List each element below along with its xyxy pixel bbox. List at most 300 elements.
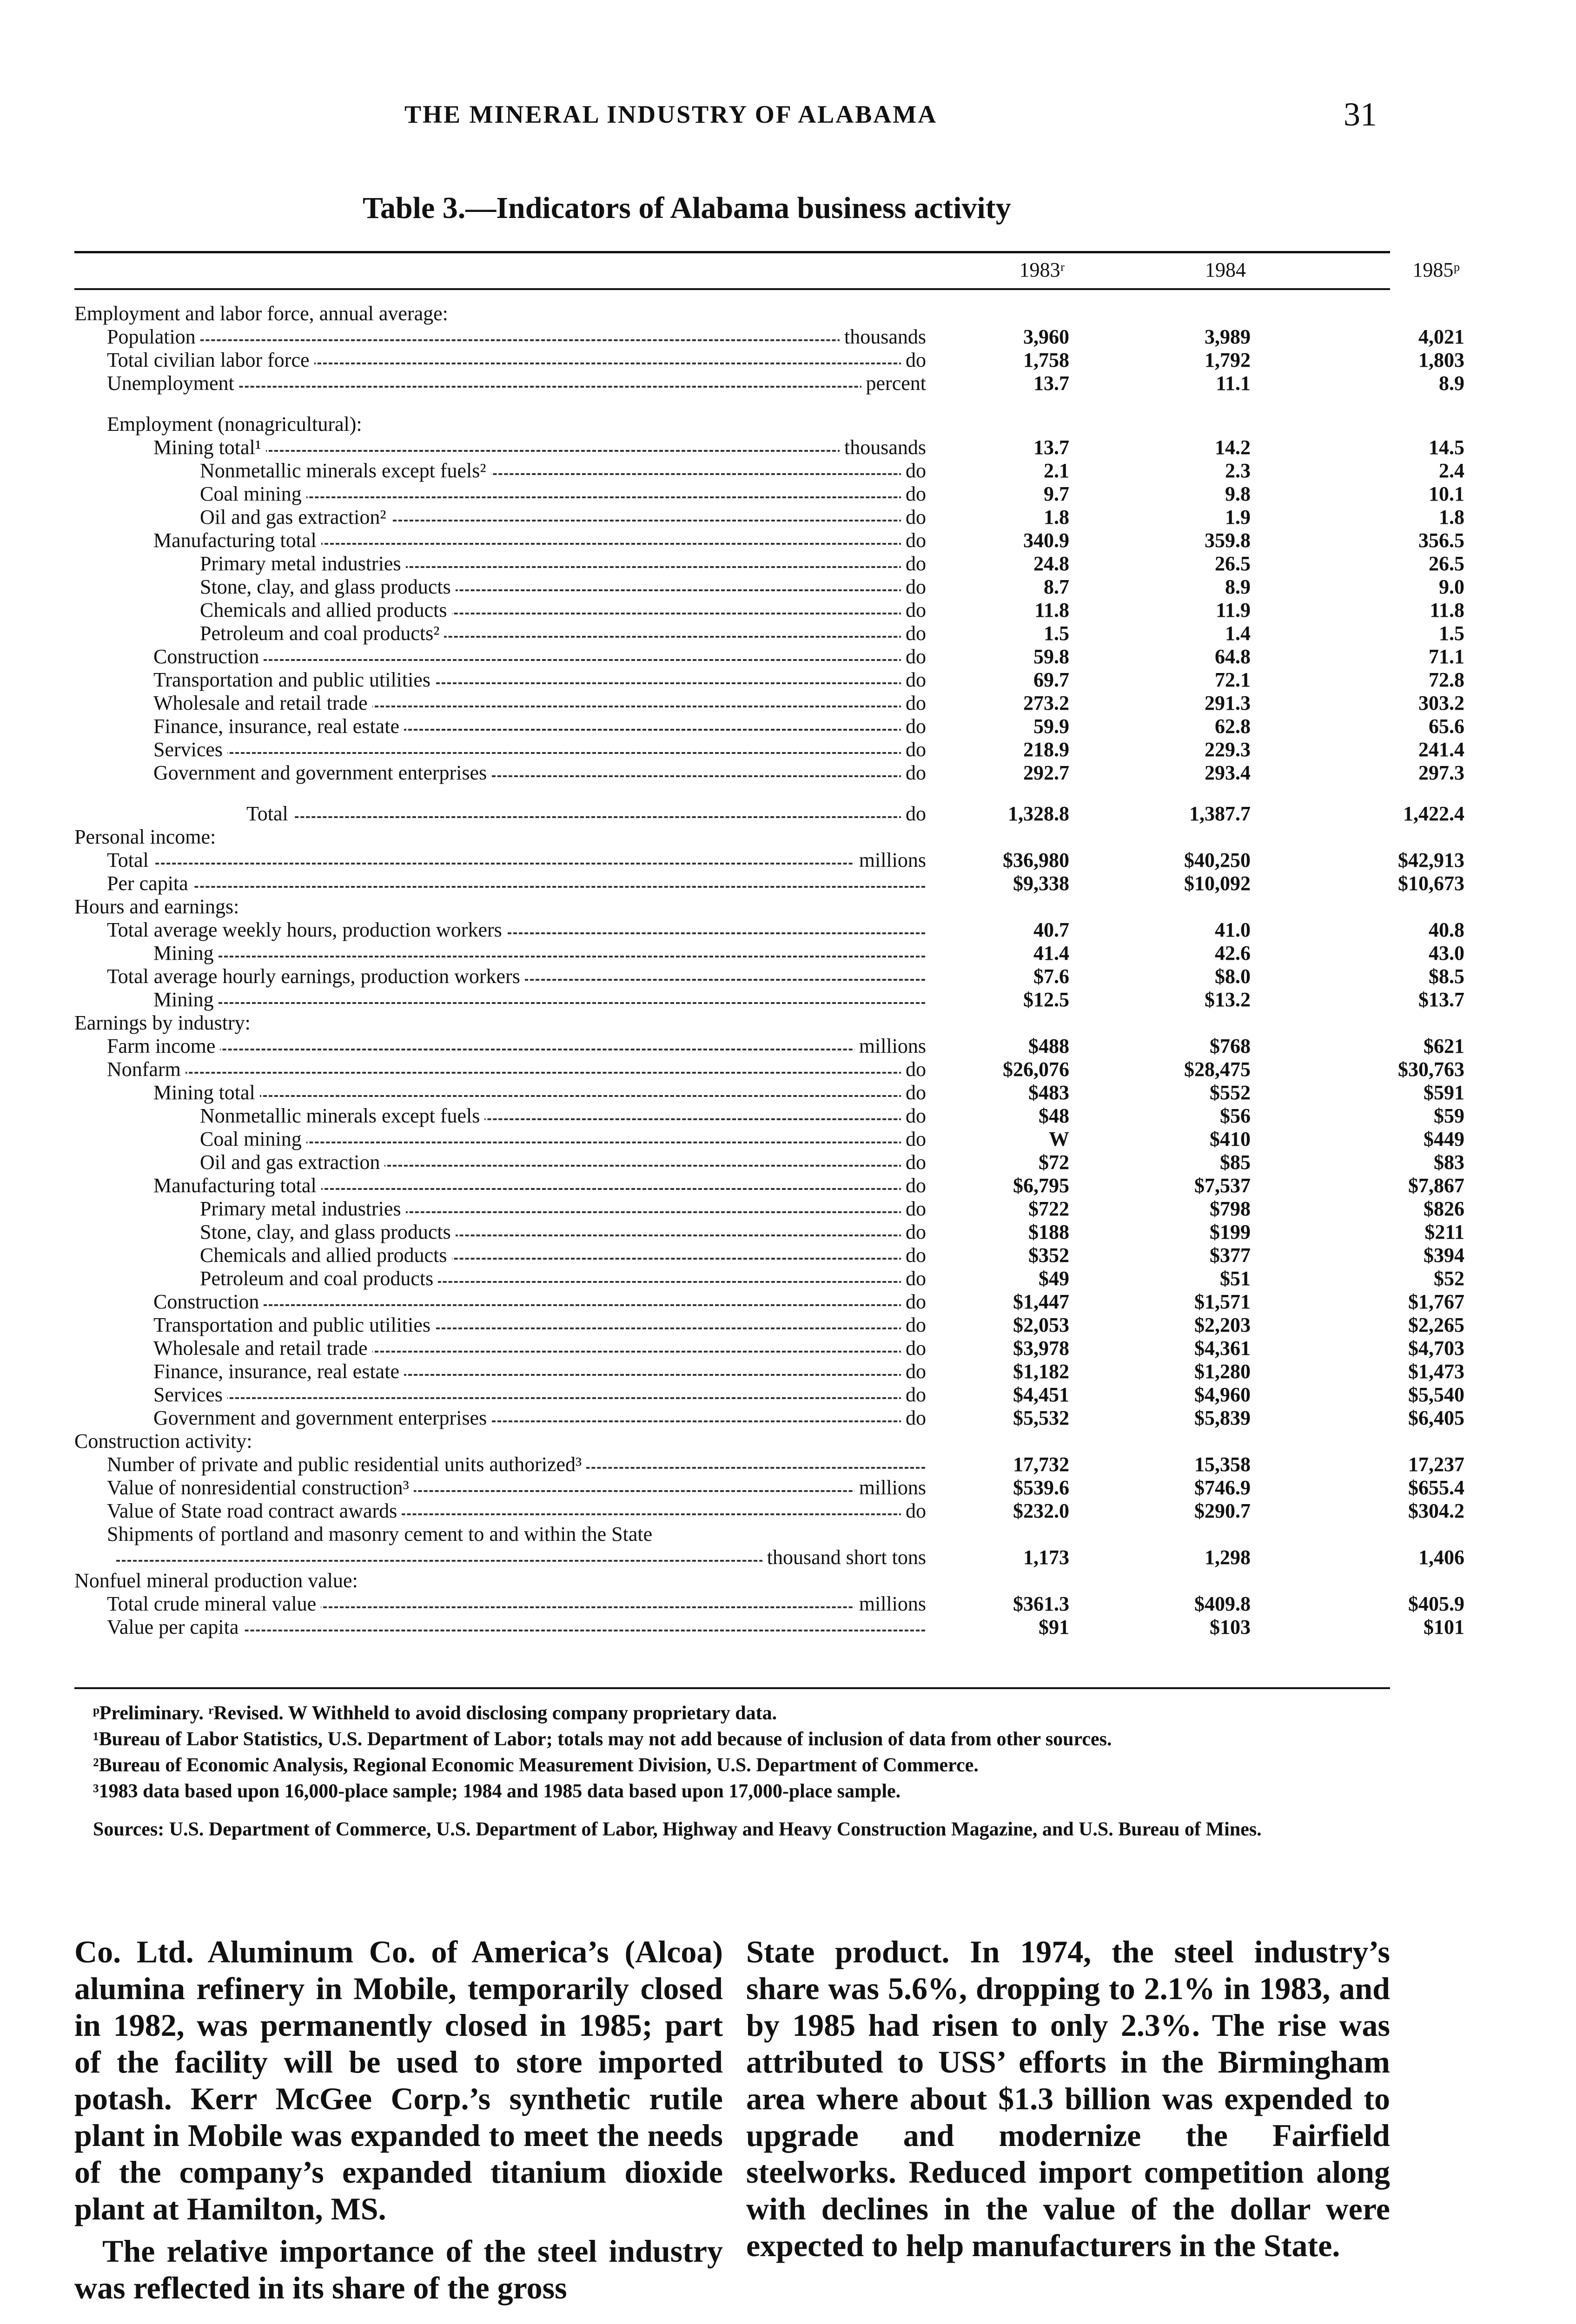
cell-1985: 9.0 xyxy=(1439,575,1464,598)
row-unit: thousands xyxy=(840,325,930,349)
cell-1984: 62.8 xyxy=(1215,715,1251,738)
cell-1983: $361.3 xyxy=(1013,1592,1069,1615)
cell-1984: $5,839 xyxy=(1194,1406,1251,1429)
row-unit: millions xyxy=(854,1592,930,1616)
table-row xyxy=(74,715,1464,738)
row-label: Total crude mineral value xyxy=(107,1592,321,1616)
row-unit: do xyxy=(901,668,930,692)
cell-1983: $72 xyxy=(1039,1151,1069,1174)
cell-1984: $1,280 xyxy=(1194,1360,1251,1383)
cell-1983: $2,053 xyxy=(1013,1314,1069,1336)
dot-leader xyxy=(163,1397,925,1399)
cell-1985: 72.8 xyxy=(1429,668,1464,691)
cell-1984: 41.0 xyxy=(1215,918,1251,941)
table-title: Table 3.—Indicators of Alabama business activity xyxy=(363,191,1011,225)
table-row xyxy=(74,645,1464,668)
row-label: Total average weekly hours, production workers xyxy=(107,918,507,942)
cell-1983: $12.5 xyxy=(1023,988,1069,1011)
table-row xyxy=(74,988,1464,1011)
table-row xyxy=(74,738,1464,761)
table-row xyxy=(74,1174,1464,1197)
cell-1983: $3,978 xyxy=(1013,1337,1069,1360)
cell-1984: 11.1 xyxy=(1216,372,1251,395)
row-label: Construction activity: xyxy=(74,1430,257,1453)
cell-1983: 8.7 xyxy=(1044,575,1069,598)
table-row xyxy=(74,1267,1464,1290)
table-row xyxy=(74,761,1464,785)
cell-1983: 273.2 xyxy=(1023,692,1069,714)
cell-1983: 40.7 xyxy=(1033,918,1069,941)
cell-1984: $13.2 xyxy=(1205,988,1251,1011)
table-row xyxy=(74,1058,1464,1081)
row-label: Transportation and public utilities xyxy=(153,1314,435,1337)
row-unit: do xyxy=(901,1383,930,1406)
row-label: Nonfarm xyxy=(107,1058,185,1081)
cell-1983: 1,328.8 xyxy=(1008,802,1069,825)
cell-1984: 359.8 xyxy=(1205,529,1251,552)
row-label: Oil and gas extraction xyxy=(200,1151,384,1174)
cell-1983: 1,758 xyxy=(1023,349,1069,371)
cell-1983: $4,451 xyxy=(1013,1383,1069,1406)
cell-1983: 218.9 xyxy=(1023,738,1069,761)
cell-1984: 8.9 xyxy=(1225,575,1251,598)
table-row xyxy=(74,1383,1464,1406)
cell-1984: 293.4 xyxy=(1205,761,1251,784)
cell-1984: 291.3 xyxy=(1205,692,1251,714)
row-unit: millions xyxy=(854,1476,930,1499)
row-unit: do xyxy=(901,645,930,668)
dot-leader xyxy=(256,816,925,818)
cell-1983: $26,076 xyxy=(1003,1058,1069,1081)
cell-1985: 1.5 xyxy=(1439,622,1464,645)
cell-1985: 1.8 xyxy=(1439,506,1464,528)
table-row xyxy=(74,1314,1464,1337)
row-unit: do xyxy=(901,1174,930,1197)
row-unit: do xyxy=(901,552,930,575)
row-unit: do xyxy=(901,599,930,622)
row-label: Coal mining xyxy=(200,1128,306,1151)
cell-1984: 9.8 xyxy=(1225,482,1251,505)
row-label: Manufacturing total xyxy=(153,529,321,552)
row-unit: do xyxy=(901,1337,930,1360)
row-unit: do xyxy=(901,1499,930,1523)
cell-1984: $56 xyxy=(1220,1104,1251,1127)
cell-1983: $722 xyxy=(1028,1197,1069,1220)
table-row xyxy=(74,1592,1464,1616)
row-unit: do xyxy=(901,738,930,761)
row-unit: do xyxy=(901,1267,930,1290)
row-label: Employment and labor force, annual average: xyxy=(74,302,453,325)
dot-leader xyxy=(163,1095,925,1097)
table-top-rule xyxy=(74,251,1390,253)
table-row xyxy=(74,1244,1464,1267)
cell-1983: 11.8 xyxy=(1034,599,1069,621)
row-label: Chemicals and allied products xyxy=(200,1244,452,1267)
cell-1985: 241.4 xyxy=(1418,738,1464,761)
cell-1984: $4,960 xyxy=(1194,1383,1251,1406)
table-row xyxy=(74,325,1464,349)
cell-1984: 1,298 xyxy=(1205,1546,1251,1569)
column-header-1984: 1984 xyxy=(1205,258,1246,281)
footnote-3: ³1983 data based upon 16,000-place sample; 1984 and 1985 data based upon 17,000-place sample. xyxy=(93,1781,901,1802)
column-header-1985: 1985ᵖ xyxy=(1412,258,1460,281)
table-row xyxy=(74,1151,1464,1174)
dot-leader xyxy=(163,956,925,957)
dot-leader xyxy=(116,339,925,341)
table-row xyxy=(74,1360,1464,1383)
table-row xyxy=(74,1337,1464,1360)
cell-1985: $621 xyxy=(1424,1035,1464,1057)
cell-1984: $28,475 xyxy=(1184,1058,1251,1081)
cell-1983: 41.4 xyxy=(1033,942,1069,964)
indicators-table xyxy=(74,302,1464,1639)
cell-1985: 10.1 xyxy=(1429,482,1464,505)
cell-1985: $4,703 xyxy=(1408,1337,1464,1360)
row-label: Government and government enterprises xyxy=(153,1406,491,1430)
cell-1984: $1,571 xyxy=(1194,1290,1251,1313)
cell-1985: $6,405 xyxy=(1408,1406,1464,1429)
cell-1984: $8.0 xyxy=(1215,965,1251,988)
row-unit: do xyxy=(901,761,930,785)
cell-1985: 8.9 xyxy=(1439,372,1464,395)
cell-1984: $377 xyxy=(1210,1244,1251,1267)
cell-1985: $7,867 xyxy=(1408,1174,1464,1197)
cell-1985: $394 xyxy=(1424,1244,1464,1267)
row-label: Unemployment xyxy=(107,372,239,395)
cell-1985: $405.9 xyxy=(1408,1592,1464,1615)
row-unit: do xyxy=(901,349,930,372)
dot-leader xyxy=(116,863,925,865)
row-unit: do xyxy=(901,1290,930,1314)
dot-leader xyxy=(163,450,925,452)
dot-leader xyxy=(116,1049,925,1050)
row-label: Per capita xyxy=(107,872,193,895)
table-row xyxy=(74,1104,1464,1128)
dot-leader xyxy=(163,659,925,661)
cell-1985: $83 xyxy=(1434,1151,1464,1174)
row-unit: do xyxy=(901,1244,930,1267)
page-number: 31 xyxy=(1344,96,1377,133)
table-row xyxy=(74,1128,1464,1151)
footnote-sources: Sources: U.S. Department of Commerce, U.S. Department of Labor, Highway and Heavy Construction Magazine, and U.S. Bureau of Mines. xyxy=(93,1819,1262,1840)
table-footnotes xyxy=(74,1701,1390,1843)
table-row xyxy=(74,622,1464,645)
cell-1984: 229.3 xyxy=(1205,738,1251,761)
table-row xyxy=(74,1081,1464,1104)
cell-1983: 13.7 xyxy=(1033,372,1069,395)
row-label: Construction xyxy=(153,1290,264,1314)
body-column-right xyxy=(746,1934,1390,2264)
row-label: Finance, insurance, real estate xyxy=(153,715,404,738)
running-title: THE MINERAL INDUSTRY OF ALABAMA xyxy=(404,100,938,128)
body-column-left xyxy=(74,1934,723,2306)
row-unit: do xyxy=(901,1197,930,1221)
row-unit: do xyxy=(901,1128,930,1151)
dot-leader xyxy=(209,1142,925,1143)
row-label: Value of nonresidential construction³ xyxy=(107,1476,414,1499)
table-row xyxy=(74,965,1464,988)
row-label: Stone, clay, and glass products xyxy=(200,575,456,599)
footnote-1: ¹Bureau of Labor Statistics, U.S. Department of Labor; totals may not add because of inclusion of data from other sources. xyxy=(93,1729,1112,1750)
table-row xyxy=(74,436,1464,459)
row-label: Farm income xyxy=(107,1035,220,1058)
cell-1983: 59.8 xyxy=(1033,645,1069,668)
cell-1984: $7,537 xyxy=(1194,1174,1251,1197)
cell-1984: 14.2 xyxy=(1215,436,1251,459)
cell-1984: $410 xyxy=(1210,1128,1251,1150)
cell-1984: 3,989 xyxy=(1205,325,1251,348)
cell-1985: 356.5 xyxy=(1418,529,1464,552)
row-unit: do xyxy=(901,1360,930,1383)
body-paragraph: State product. In 1974, the steel industry’s share was 5.6%, dropping to 2.1% in 1983, and by 1985 had risen to only 2.3%. The rise was attributed to USS’ efforts in the Birmingham area where about $1.3 billion was expended to upgrade and modernize the Fairfield steelworks. Reduced import competition along with declines in the value of the dollar were expected to help manufacturers in the State. xyxy=(746,1934,1390,2263)
cell-1985: $2,265 xyxy=(1408,1314,1464,1336)
cell-1985: 1,422.4 xyxy=(1403,802,1464,825)
dot-leader xyxy=(116,886,925,888)
cell-1984: $51 xyxy=(1220,1267,1251,1290)
row-label: Number of private and public residential units authorized³ xyxy=(107,1453,586,1476)
column-header-1983: 1983ʳ xyxy=(1019,258,1065,281)
cell-1985: $449 xyxy=(1424,1128,1464,1150)
table-row xyxy=(74,349,1464,372)
table-row xyxy=(74,1221,1464,1244)
cell-1983: $232.0 xyxy=(1013,1499,1069,1522)
cell-1984: 11.9 xyxy=(1216,599,1251,621)
footnote-legend: ᵖPreliminary. ʳRevised. W Withheld to avoid disclosing company proprietary data. xyxy=(93,1703,777,1724)
table-row xyxy=(74,506,1464,529)
table-row xyxy=(74,1569,1390,1592)
cell-1985: 40.8 xyxy=(1429,918,1464,941)
cell-1983: 3,960 xyxy=(1023,325,1069,348)
cell-1983: $352 xyxy=(1028,1244,1069,1267)
row-label: Nonmetallic minerals except fuels xyxy=(200,1104,484,1128)
row-label: Mining xyxy=(153,988,219,1011)
table-row xyxy=(74,413,1390,436)
cell-1983: $5,532 xyxy=(1013,1406,1069,1429)
table-row xyxy=(74,1499,1464,1523)
table-row xyxy=(74,1616,1464,1639)
table-row xyxy=(74,1546,1464,1569)
row-label: Wholesale and retail trade xyxy=(153,692,372,715)
row-unit: do xyxy=(901,1406,930,1430)
row-unit: percent xyxy=(861,372,930,395)
row-unit: do xyxy=(901,1314,930,1337)
row-unit: do xyxy=(901,715,930,738)
cell-1985: 71.1 xyxy=(1429,645,1464,668)
cell-1983: 69.7 xyxy=(1033,668,1069,691)
row-label: Primary metal industries xyxy=(200,1197,406,1221)
cell-1983: 1.5 xyxy=(1044,622,1069,645)
row-label: Nonfuel mineral production value: xyxy=(74,1569,363,1592)
body-paragraph: Co. Ltd. Aluminum Co. of America’s (Alcoa) alumina refinery in Mobile, temporarily closed in 1982, was permanently closed in 1985; part of the facility will be used to store imported potash. Kerr McGee Corp.’s synthetic rutile plant in Mobile was expanded to meet the needs of the company’s expanded titanium dioxide plant at Hamilton, MS. xyxy=(74,1934,723,2226)
footnote-2: ²Bureau of Economic Analysis, Regional Economic Measurement Division, U.S. Department of Commerce. xyxy=(93,1755,979,1776)
cell-1983: $483 xyxy=(1028,1081,1069,1104)
cell-1984: 64.8 xyxy=(1215,645,1251,668)
dot-leader xyxy=(209,496,925,498)
row-label: Hours and earnings: xyxy=(74,895,244,918)
row-label: Total average hourly earnings, production workers xyxy=(107,965,525,988)
table-row xyxy=(74,529,1464,552)
cell-1985: $304.2 xyxy=(1408,1499,1464,1522)
cell-1985: $101 xyxy=(1424,1616,1464,1638)
row-label: Coal mining xyxy=(200,482,306,506)
table-row xyxy=(74,918,1464,942)
page-header xyxy=(0,96,1576,137)
cell-1985: 1,803 xyxy=(1418,349,1464,371)
cell-1983: 13.7 xyxy=(1033,436,1069,459)
table-row xyxy=(74,459,1464,482)
table-row xyxy=(74,1290,1464,1314)
cell-1984: $103 xyxy=(1210,1616,1251,1638)
dot-leader xyxy=(163,1002,925,1004)
table-row xyxy=(74,1453,1464,1476)
row-label: Mining total xyxy=(153,1081,260,1104)
cell-1985: $52 xyxy=(1434,1267,1464,1290)
table-row xyxy=(74,802,1464,825)
cell-1984: $290.7 xyxy=(1194,1499,1251,1522)
table-row xyxy=(74,1523,1390,1546)
cell-1985: 11.8 xyxy=(1430,599,1464,621)
table-row xyxy=(74,482,1464,506)
cell-1985: $826 xyxy=(1424,1197,1464,1220)
table-row xyxy=(74,1406,1464,1430)
cell-1983: $1,182 xyxy=(1013,1360,1069,1383)
row-label: Primary metal industries xyxy=(200,552,406,575)
cell-1983: $7.6 xyxy=(1033,965,1069,988)
row-label: Services xyxy=(153,738,227,761)
cell-1983: $1,447 xyxy=(1013,1290,1069,1313)
row-unit: do xyxy=(901,1221,930,1244)
table-row xyxy=(74,1035,1464,1058)
cell-1985: 43.0 xyxy=(1429,942,1464,964)
table-header-rule xyxy=(74,288,1390,290)
table-row xyxy=(74,872,1464,895)
cell-1983: 292.7 xyxy=(1023,761,1069,784)
row-unit: do xyxy=(901,1151,930,1174)
row-label: Total xyxy=(246,802,293,825)
cell-1984: $409.8 xyxy=(1194,1592,1251,1615)
row-label: Government and government enterprises xyxy=(153,761,491,785)
cell-1983: 1,173 xyxy=(1023,1546,1069,1569)
row-label: Finance, insurance, real estate xyxy=(153,1360,404,1383)
table-row xyxy=(74,942,1464,965)
cell-1984: 26.5 xyxy=(1215,552,1251,575)
cell-1985: $655.4 xyxy=(1408,1476,1464,1499)
table-row xyxy=(74,302,1390,325)
row-unit: do xyxy=(901,506,930,529)
row-label: Personal income: xyxy=(74,825,220,849)
row-unit: do xyxy=(901,459,930,482)
cell-1983: 1.8 xyxy=(1044,506,1069,528)
dot-leader xyxy=(163,752,925,754)
cell-1983: 340.9 xyxy=(1023,529,1069,552)
cell-1984: $10,092 xyxy=(1184,872,1251,895)
cell-1985: $10,673 xyxy=(1398,872,1464,895)
table-row xyxy=(74,692,1464,715)
row-label: Value of State road contract awards xyxy=(107,1499,402,1523)
cell-1984: 72.1 xyxy=(1215,668,1251,691)
cell-1984: $85 xyxy=(1220,1151,1251,1174)
cell-1984: $768 xyxy=(1210,1035,1251,1057)
cell-1985: 65.6 xyxy=(1429,715,1464,738)
row-unit: do xyxy=(901,529,930,552)
row-unit: millions xyxy=(854,849,930,872)
cell-1983: $49 xyxy=(1039,1267,1069,1290)
cell-1985: $42,913 xyxy=(1398,849,1464,872)
cell-1983: 24.8 xyxy=(1033,552,1069,575)
row-unit: do xyxy=(901,1104,930,1128)
row-unit: do xyxy=(901,622,930,645)
row-label: Mining xyxy=(153,942,219,965)
row-label: Chemicals and allied products xyxy=(200,599,452,622)
row-unit: thousands xyxy=(840,436,930,459)
row-unit: do xyxy=(901,1058,930,1081)
cell-1984: $40,250 xyxy=(1184,849,1251,872)
row-unit: do xyxy=(901,482,930,506)
row-label: Mining total¹ xyxy=(153,436,266,459)
dot-leader xyxy=(116,1072,925,1074)
cell-1985: 14.5 xyxy=(1429,436,1464,459)
cell-1984: 1.9 xyxy=(1225,506,1251,528)
row-label: Petroleum and coal products² xyxy=(200,622,444,645)
row-label: Oil and gas extraction² xyxy=(200,506,391,529)
cell-1983: 9.7 xyxy=(1044,482,1069,505)
cell-1983: W xyxy=(1049,1128,1069,1150)
cell-1985: 1,406 xyxy=(1418,1546,1464,1569)
cell-1985: 303.2 xyxy=(1418,692,1464,714)
cell-1984: 42.6 xyxy=(1215,942,1251,964)
cell-1984: 1,792 xyxy=(1205,349,1251,371)
table-row xyxy=(74,1476,1464,1499)
cell-1984: 15,358 xyxy=(1194,1453,1251,1476)
table-row xyxy=(74,575,1464,599)
row-unit: thousand short tons xyxy=(762,1546,930,1569)
row-label: Nonmetallic minerals except fuels² xyxy=(200,459,491,482)
dot-leader xyxy=(163,1304,925,1306)
cell-1985: $211 xyxy=(1424,1221,1464,1243)
cell-1983: $539.6 xyxy=(1013,1476,1069,1499)
table-row xyxy=(74,552,1464,575)
table-row xyxy=(74,599,1464,622)
row-label: Employment (nonagricultural): xyxy=(107,413,367,436)
cell-1985: $30,763 xyxy=(1398,1058,1464,1081)
cell-1983: $6,795 xyxy=(1013,1174,1069,1197)
cell-1984: 2.3 xyxy=(1225,459,1251,482)
cell-1984: $4,361 xyxy=(1194,1337,1251,1360)
row-label: Wholesale and retail trade xyxy=(153,1337,372,1360)
row-label: Shipments of portland and masonry cement to and within the State xyxy=(107,1523,657,1546)
cell-1984: 1.4 xyxy=(1225,622,1251,645)
cell-1985: 17,237 xyxy=(1408,1453,1464,1476)
cell-1985: $59 xyxy=(1434,1104,1464,1127)
cell-1985: $8.5 xyxy=(1429,965,1464,988)
cell-1983: $9,338 xyxy=(1013,872,1069,895)
table-row xyxy=(74,1011,1390,1035)
row-unit: do xyxy=(901,1081,930,1104)
table-row xyxy=(74,372,1464,395)
cell-1984: 1,387.7 xyxy=(1189,802,1251,825)
body-paragraph: The relative importance of the steel industry was reflected in its share of the gross xyxy=(74,2233,723,2305)
cell-1983: $91 xyxy=(1039,1616,1069,1638)
cell-1984: $552 xyxy=(1210,1081,1251,1104)
cell-1984: $2,203 xyxy=(1194,1314,1251,1336)
row-unit: millions xyxy=(854,1035,930,1058)
cell-1983: $36,980 xyxy=(1003,849,1069,872)
cell-1985: $591 xyxy=(1424,1081,1464,1104)
cell-1984: $798 xyxy=(1210,1197,1251,1220)
row-label: Total civilian labor force xyxy=(107,349,314,372)
table-row xyxy=(74,1197,1464,1221)
table-row xyxy=(74,1430,1390,1453)
